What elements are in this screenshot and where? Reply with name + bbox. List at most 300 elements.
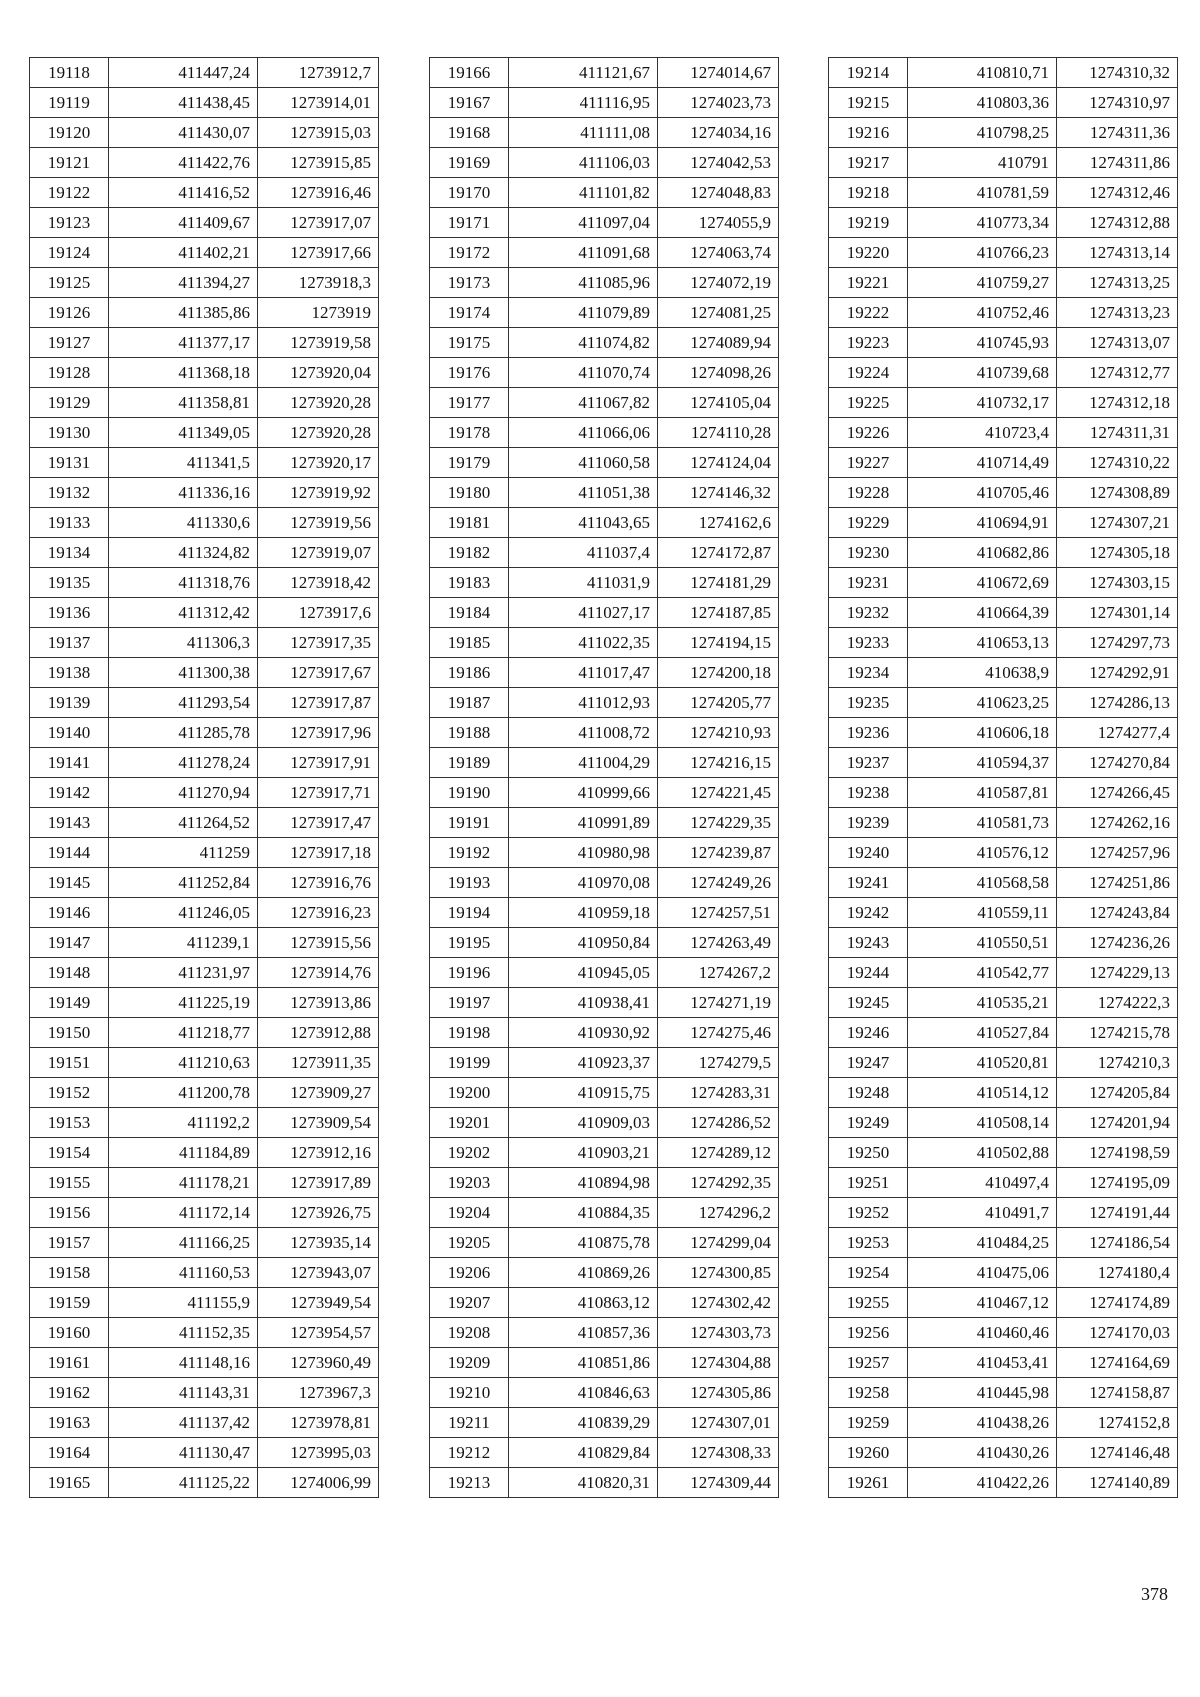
table-row: [430, 1348, 779, 1378]
y-coordinate-cell: 1273920,28: [258, 418, 379, 448]
table-row: [30, 688, 379, 718]
x-coordinate-cell: 411409,67: [109, 208, 258, 238]
x-coordinate-cell: 410846,63: [509, 1378, 658, 1408]
point-id-cell: 19213: [430, 1468, 509, 1498]
table-row: [30, 868, 379, 898]
point-id-cell: 19135: [30, 568, 109, 598]
x-coordinate-cell: 410820,31: [509, 1468, 658, 1498]
point-id-cell: 19134: [30, 538, 109, 568]
table-row: [30, 178, 379, 208]
y-coordinate-cell: 1274310,32: [1057, 58, 1178, 88]
point-id-cell: 19241: [829, 868, 908, 898]
point-id-cell: 19118: [30, 58, 109, 88]
point-id-cell: 19180: [430, 478, 509, 508]
table-row: [829, 358, 1178, 388]
x-coordinate-cell: 411074,82: [509, 328, 658, 358]
point-id-cell: 19193: [430, 868, 509, 898]
point-id-cell: 19261: [829, 1468, 908, 1498]
point-id-cell: 19162: [30, 1378, 109, 1408]
table-row: [30, 118, 379, 148]
point-id-cell: 19123: [30, 208, 109, 238]
table-row: [829, 868, 1178, 898]
x-coordinate-cell: 411385,86: [109, 298, 258, 328]
point-id-cell: 19164: [30, 1438, 109, 1468]
point-id-cell: 19183: [430, 568, 509, 598]
y-coordinate-cell: 1274170,03: [1057, 1318, 1178, 1348]
x-coordinate-cell: 410550,51: [908, 928, 1057, 958]
y-coordinate-cell: 1273917,89: [258, 1168, 379, 1198]
point-id-cell: 19230: [829, 538, 908, 568]
table-row: [430, 568, 779, 598]
x-coordinate-cell: 411225,19: [109, 988, 258, 1018]
y-coordinate-cell: 1273917,07: [258, 208, 379, 238]
table-row: [30, 1108, 379, 1138]
x-coordinate-cell: 410970,08: [509, 868, 658, 898]
y-coordinate-cell: 1274313,23: [1057, 298, 1178, 328]
point-id-cell: 19190: [430, 778, 509, 808]
point-id-cell: 19177: [430, 388, 509, 418]
y-coordinate-cell: 1274311,31: [1057, 418, 1178, 448]
x-coordinate-cell: 410438,26: [908, 1408, 1057, 1438]
x-coordinate-cell: 410535,21: [908, 988, 1057, 1018]
table-row: [30, 958, 379, 988]
table-row: [829, 88, 1178, 118]
x-coordinate-cell: 411022,35: [509, 628, 658, 658]
x-coordinate-cell: 411172,14: [109, 1198, 258, 1228]
y-coordinate-cell: 1273926,75: [258, 1198, 379, 1228]
x-coordinate-cell: 411106,03: [509, 148, 658, 178]
y-coordinate-cell: 1274313,25: [1057, 268, 1178, 298]
y-coordinate-cell: 1274180,4: [1057, 1258, 1178, 1288]
point-id-cell: 19219: [829, 208, 908, 238]
table-row: [430, 748, 779, 778]
table-row: [430, 958, 779, 988]
x-coordinate-cell: 410559,11: [908, 898, 1057, 928]
y-coordinate-cell: 1274181,29: [658, 568, 779, 598]
y-coordinate-cell: 1273918,3: [258, 268, 379, 298]
x-coordinate-cell: 411155,9: [109, 1288, 258, 1318]
point-id-cell: 19161: [30, 1348, 109, 1378]
point-id-cell: 19139: [30, 688, 109, 718]
table-row: [829, 538, 1178, 568]
table-row: [829, 1288, 1178, 1318]
x-coordinate-cell: 410894,98: [509, 1168, 658, 1198]
point-id-cell: 19226: [829, 418, 908, 448]
table-row: [829, 1408, 1178, 1438]
x-coordinate-cell: 410857,36: [509, 1318, 658, 1348]
table-row: [829, 58, 1178, 88]
y-coordinate-cell: 1274089,94: [658, 328, 779, 358]
point-id-cell: 19255: [829, 1288, 908, 1318]
x-coordinate-cell: 410991,89: [509, 808, 658, 838]
y-coordinate-cell: 1274194,15: [658, 628, 779, 658]
table-row: [829, 208, 1178, 238]
point-id-cell: 19130: [30, 418, 109, 448]
point-id-cell: 19200: [430, 1078, 509, 1108]
point-id-cell: 19157: [30, 1228, 109, 1258]
y-coordinate-cell: 1273915,03: [258, 118, 379, 148]
point-id-cell: 19168: [430, 118, 509, 148]
y-coordinate-cell: 1273949,54: [258, 1288, 379, 1318]
table-row: [430, 1138, 779, 1168]
x-coordinate-cell: 410980,98: [509, 838, 658, 868]
point-id-cell: 19233: [829, 628, 908, 658]
x-coordinate-cell: 410430,26: [908, 1438, 1057, 1468]
x-coordinate-cell: 410502,88: [908, 1138, 1057, 1168]
table-row: [30, 1348, 379, 1378]
point-id-cell: 19181: [430, 508, 509, 538]
y-coordinate-cell: 1274300,85: [658, 1258, 779, 1288]
x-coordinate-cell: 410623,25: [908, 688, 1057, 718]
x-coordinate-cell: 411252,84: [109, 868, 258, 898]
point-id-cell: 19252: [829, 1198, 908, 1228]
x-coordinate-cell: 411312,42: [109, 598, 258, 628]
y-coordinate-cell: 1274222,3: [1057, 988, 1178, 1018]
point-id-cell: 19246: [829, 1018, 908, 1048]
table-row: [829, 658, 1178, 688]
table-row: [30, 448, 379, 478]
x-coordinate-cell: 411336,16: [109, 478, 258, 508]
table-row: [30, 268, 379, 298]
point-id-cell: 19143: [30, 808, 109, 838]
x-coordinate-cell: 410491,7: [908, 1198, 1057, 1228]
y-coordinate-cell: 1273916,46: [258, 178, 379, 208]
point-id-cell: 19184: [430, 598, 509, 628]
coordinate-table-2: [429, 57, 779, 1498]
x-coordinate-cell: 410903,21: [509, 1138, 658, 1168]
point-id-cell: 19159: [30, 1288, 109, 1318]
point-id-cell: 19192: [430, 838, 509, 868]
point-id-cell: 19120: [30, 118, 109, 148]
x-coordinate-cell: 410576,12: [908, 838, 1057, 868]
point-id-cell: 19144: [30, 838, 109, 868]
y-coordinate-cell: 1274310,97: [1057, 88, 1178, 118]
x-coordinate-cell: 411270,94: [109, 778, 258, 808]
x-coordinate-cell: 411066,06: [509, 418, 658, 448]
y-coordinate-cell: 1274301,14: [1057, 598, 1178, 628]
point-id-cell: 19202: [430, 1138, 509, 1168]
x-coordinate-cell: 410945,05: [509, 958, 658, 988]
point-id-cell: 19174: [430, 298, 509, 328]
point-id-cell: 19119: [30, 88, 109, 118]
x-coordinate-cell: 411101,82: [509, 178, 658, 208]
x-coordinate-cell: 410542,77: [908, 958, 1057, 988]
x-coordinate-cell: 410508,14: [908, 1108, 1057, 1138]
x-coordinate-cell: 410705,46: [908, 478, 1057, 508]
y-coordinate-cell: 1274297,73: [1057, 628, 1178, 658]
point-id-cell: 19195: [430, 928, 509, 958]
x-coordinate-cell: 411067,82: [509, 388, 658, 418]
point-id-cell: 19147: [30, 928, 109, 958]
table-row: [829, 1438, 1178, 1468]
point-id-cell: 19158: [30, 1258, 109, 1288]
point-id-cell: 19244: [829, 958, 908, 988]
point-id-cell: 19131: [30, 448, 109, 478]
y-coordinate-cell: 1274304,88: [658, 1348, 779, 1378]
y-coordinate-cell: 1274081,25: [658, 298, 779, 328]
point-id-cell: 19218: [829, 178, 908, 208]
x-coordinate-cell: 411200,78: [109, 1078, 258, 1108]
x-coordinate-cell: 411349,05: [109, 418, 258, 448]
x-coordinate-cell: 410445,98: [908, 1378, 1057, 1408]
x-coordinate-cell: 411218,77: [109, 1018, 258, 1048]
table-row: [30, 628, 379, 658]
table-row: [829, 778, 1178, 808]
x-coordinate-cell: 410694,91: [908, 508, 1057, 538]
y-coordinate-cell: 1274055,9: [658, 208, 779, 238]
table-row: [430, 298, 779, 328]
x-coordinate-cell: 410484,25: [908, 1228, 1057, 1258]
table-row: [30, 928, 379, 958]
x-coordinate-cell: 410752,46: [908, 298, 1057, 328]
point-id-cell: 19250: [829, 1138, 908, 1168]
x-coordinate-cell: 411060,58: [509, 448, 658, 478]
point-id-cell: 19240: [829, 838, 908, 868]
y-coordinate-cell: 1274309,44: [658, 1468, 779, 1498]
point-id-cell: 19232: [829, 598, 908, 628]
y-coordinate-cell: 1273917,18: [258, 838, 379, 868]
x-coordinate-cell: 411166,25: [109, 1228, 258, 1258]
x-coordinate-cell: 411012,93: [509, 688, 658, 718]
x-coordinate-cell: 410863,12: [509, 1288, 658, 1318]
table-row: [30, 1048, 379, 1078]
y-coordinate-cell: 1274098,26: [658, 358, 779, 388]
y-coordinate-cell: 1274262,16: [1057, 808, 1178, 838]
table-row: [30, 148, 379, 178]
table-row: [829, 688, 1178, 718]
point-id-cell: 19260: [829, 1438, 908, 1468]
table-row: [430, 88, 779, 118]
table-row: [430, 1438, 779, 1468]
point-id-cell: 19225: [829, 388, 908, 418]
y-coordinate-cell: 1274303,15: [1057, 568, 1178, 598]
x-coordinate-cell: 410875,78: [509, 1228, 658, 1258]
y-coordinate-cell: 1273917,87: [258, 688, 379, 718]
table-row: [430, 598, 779, 628]
x-coordinate-cell: 411137,42: [109, 1408, 258, 1438]
table-row: [30, 898, 379, 928]
x-coordinate-cell: 410594,37: [908, 748, 1057, 778]
y-coordinate-cell: 1274215,78: [1057, 1018, 1178, 1048]
table-row: [829, 748, 1178, 778]
table-row: [430, 1258, 779, 1288]
y-coordinate-cell: 1274311,36: [1057, 118, 1178, 148]
table-row: [430, 508, 779, 538]
x-coordinate-cell: 411239,1: [109, 928, 258, 958]
y-coordinate-cell: 1273919,56: [258, 508, 379, 538]
table-row: [430, 838, 779, 868]
x-coordinate-cell: 410781,59: [908, 178, 1057, 208]
table-row: [829, 388, 1178, 418]
x-coordinate-cell: 411152,35: [109, 1318, 258, 1348]
y-coordinate-cell: 1273914,76: [258, 958, 379, 988]
table-row: [30, 508, 379, 538]
x-coordinate-cell: 411264,52: [109, 808, 258, 838]
table-row: [30, 1018, 379, 1048]
table-row: [430, 148, 779, 178]
point-id-cell: 19191: [430, 808, 509, 838]
x-coordinate-cell: 411027,17: [509, 598, 658, 628]
point-id-cell: 19136: [30, 598, 109, 628]
y-coordinate-cell: 1274299,04: [658, 1228, 779, 1258]
x-coordinate-cell: 411121,67: [509, 58, 658, 88]
y-coordinate-cell: 1274305,86: [658, 1378, 779, 1408]
x-coordinate-cell: 411324,82: [109, 538, 258, 568]
x-coordinate-cell: 411192,2: [109, 1108, 258, 1138]
x-coordinate-cell: 411341,5: [109, 448, 258, 478]
point-id-cell: 19235: [829, 688, 908, 718]
y-coordinate-cell: 1273919,07: [258, 538, 379, 568]
table-row: [829, 238, 1178, 268]
table-row: [430, 388, 779, 418]
point-id-cell: 19127: [30, 328, 109, 358]
table-row: [829, 988, 1178, 1018]
point-id-cell: 19228: [829, 478, 908, 508]
y-coordinate-cell: 1274124,04: [658, 448, 779, 478]
y-coordinate-cell: 1274312,18: [1057, 388, 1178, 418]
point-id-cell: 19237: [829, 748, 908, 778]
table-row: [829, 178, 1178, 208]
point-id-cell: 19140: [30, 718, 109, 748]
y-coordinate-cell: 1274307,01: [658, 1408, 779, 1438]
table-row: [30, 1078, 379, 1108]
x-coordinate-cell: 410884,35: [509, 1198, 658, 1228]
y-coordinate-cell: 1273919,92: [258, 478, 379, 508]
y-coordinate-cell: 1274164,69: [1057, 1348, 1178, 1378]
table-row: [829, 298, 1178, 328]
y-coordinate-cell: 1274210,93: [658, 718, 779, 748]
table-row: [829, 838, 1178, 868]
y-coordinate-cell: 1274152,8: [1057, 1408, 1178, 1438]
table-row: [430, 718, 779, 748]
x-coordinate-cell: 410568,58: [908, 868, 1057, 898]
x-coordinate-cell: 411051,38: [509, 478, 658, 508]
point-id-cell: 19256: [829, 1318, 908, 1348]
point-id-cell: 19210: [430, 1378, 509, 1408]
table-row: [30, 298, 379, 328]
point-id-cell: 19224: [829, 358, 908, 388]
table-row: [30, 238, 379, 268]
table-row: [30, 358, 379, 388]
x-coordinate-cell: 410745,93: [908, 328, 1057, 358]
x-coordinate-cell: 411111,08: [509, 118, 658, 148]
y-coordinate-cell: 1273917,67: [258, 658, 379, 688]
y-coordinate-cell: 1274266,45: [1057, 778, 1178, 808]
table-row: [430, 628, 779, 658]
point-id-cell: 19121: [30, 148, 109, 178]
x-coordinate-cell: 411070,74: [509, 358, 658, 388]
point-id-cell: 19156: [30, 1198, 109, 1228]
point-id-cell: 19212: [430, 1438, 509, 1468]
table-row: [30, 748, 379, 778]
x-coordinate-cell: 410606,18: [908, 718, 1057, 748]
y-coordinate-cell: 1274140,89: [1057, 1468, 1178, 1498]
table-row: [430, 1288, 779, 1318]
y-coordinate-cell: 1274312,88: [1057, 208, 1178, 238]
point-id-cell: 19221: [829, 268, 908, 298]
y-coordinate-cell: 1274251,86: [1057, 868, 1178, 898]
point-id-cell: 19231: [829, 568, 908, 598]
x-coordinate-cell: 410460,46: [908, 1318, 1057, 1348]
table-row: [829, 1048, 1178, 1078]
x-coordinate-cell: 410497,4: [908, 1168, 1057, 1198]
table-row: [829, 1138, 1178, 1168]
x-coordinate-cell: 410581,73: [908, 808, 1057, 838]
y-coordinate-cell: 1273916,23: [258, 898, 379, 928]
point-id-cell: 19173: [430, 268, 509, 298]
table-row: [829, 118, 1178, 148]
point-id-cell: 19125: [30, 268, 109, 298]
point-id-cell: 19182: [430, 538, 509, 568]
point-id-cell: 19124: [30, 238, 109, 268]
point-id-cell: 19150: [30, 1018, 109, 1048]
table-row: [30, 1408, 379, 1438]
y-coordinate-cell: 1273912,16: [258, 1138, 379, 1168]
y-coordinate-cell: 1273995,03: [258, 1438, 379, 1468]
y-coordinate-cell: 1273918,42: [258, 568, 379, 598]
x-coordinate-cell: 410930,92: [509, 1018, 658, 1048]
x-coordinate-cell: 410422,26: [908, 1468, 1057, 1498]
table-row: [829, 928, 1178, 958]
point-id-cell: 19145: [30, 868, 109, 898]
point-id-cell: 19189: [430, 748, 509, 778]
point-id-cell: 19229: [829, 508, 908, 538]
x-coordinate-cell: 411318,76: [109, 568, 258, 598]
y-coordinate-cell: 1274243,84: [1057, 898, 1178, 928]
point-id-cell: 19245: [829, 988, 908, 1018]
table-row: [829, 1168, 1178, 1198]
x-coordinate-cell: 411091,68: [509, 238, 658, 268]
point-id-cell: 19171: [430, 208, 509, 238]
point-id-cell: 19153: [30, 1108, 109, 1138]
x-coordinate-cell: 411210,63: [109, 1048, 258, 1078]
point-id-cell: 19126: [30, 298, 109, 328]
table-row: [829, 1258, 1178, 1288]
point-id-cell: 19198: [430, 1018, 509, 1048]
point-id-cell: 19208: [430, 1318, 509, 1348]
y-coordinate-cell: 1273917,71: [258, 778, 379, 808]
point-id-cell: 19248: [829, 1078, 908, 1108]
x-coordinate-cell: 410803,36: [908, 88, 1057, 118]
point-id-cell: 19146: [30, 898, 109, 928]
point-id-cell: 19227: [829, 448, 908, 478]
point-id-cell: 19152: [30, 1078, 109, 1108]
x-coordinate-cell: 410514,12: [908, 1078, 1057, 1108]
x-coordinate-cell: 410851,86: [509, 1348, 658, 1378]
x-coordinate-cell: 411293,54: [109, 688, 258, 718]
point-id-cell: 19165: [30, 1468, 109, 1498]
x-coordinate-cell: 411300,38: [109, 658, 258, 688]
point-id-cell: 19215: [829, 88, 908, 118]
table-row: [430, 868, 779, 898]
y-coordinate-cell: 1274239,87: [658, 838, 779, 868]
table-row: [430, 1018, 779, 1048]
y-coordinate-cell: 1274302,42: [658, 1288, 779, 1318]
point-id-cell: 19205: [430, 1228, 509, 1258]
x-coordinate-cell: 410766,23: [908, 238, 1057, 268]
point-id-cell: 19220: [829, 238, 908, 268]
point-id-cell: 19238: [829, 778, 908, 808]
x-coordinate-cell: 411368,18: [109, 358, 258, 388]
coordinate-table-3: [828, 57, 1178, 1498]
x-coordinate-cell: 411246,05: [109, 898, 258, 928]
x-coordinate-cell: 411278,24: [109, 748, 258, 778]
y-coordinate-cell: 1273935,14: [258, 1228, 379, 1258]
point-id-cell: 19166: [430, 58, 509, 88]
table-row: [30, 1138, 379, 1168]
point-id-cell: 19201: [430, 1108, 509, 1138]
table-row: [430, 358, 779, 388]
